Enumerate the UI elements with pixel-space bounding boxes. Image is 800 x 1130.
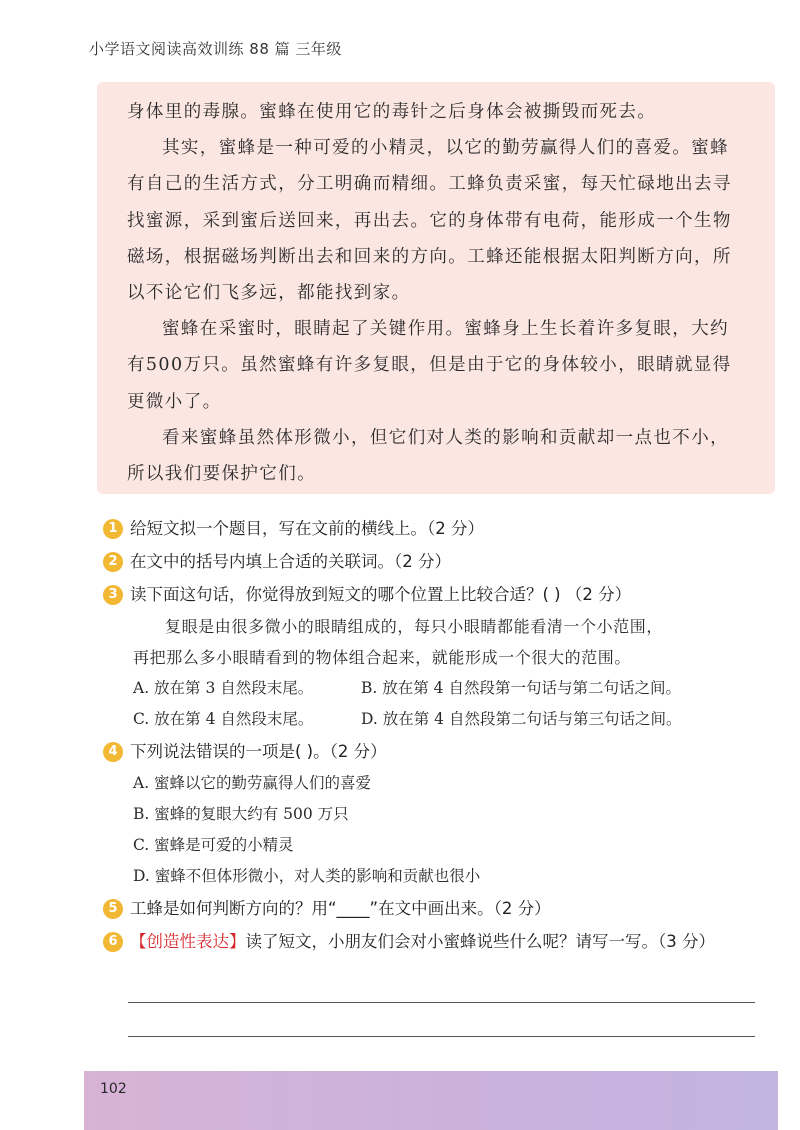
question-number-badge: 4 (103, 742, 123, 762)
question-1 (103, 512, 773, 545)
option-a[interactable]: A. 放在第 3 自然段末尾。 (133, 679, 314, 697)
question-3 (103, 578, 773, 611)
question-text: 给短文拟一个题目，写在文前的横线上。（2 分） (130, 519, 484, 538)
q3-quote-sentence (133, 611, 773, 673)
question-number-badge: 6 (103, 932, 123, 952)
option-b[interactable]: B. 放在第 4 自然段第一句话与第二句话之间。 (361, 679, 681, 697)
question-5 (103, 892, 773, 925)
passage-paragraph: 蜜蜂在采蜜时，眼睛起了关键作用。蜜蜂身上生长着许多复眼，大约有500万只。虽然蜜蜂有许多复眼，但是由于它的身体较小，眼睛就显得更微小了。 (127, 319, 732, 412)
quote-line: 复眼是由很多微小的眼睛组成的，每只小眼睛都能看清一个小范围， (165, 617, 664, 636)
answer-line[interactable] (128, 1002, 755, 1003)
option-a[interactable]: A. 蜜蜂以它的勤劳赢得人们的喜爱 (133, 774, 372, 792)
question-4 (103, 735, 773, 768)
option-b[interactable]: B. 蜜蜂的复眼大约有 500 万只 (133, 805, 349, 823)
book-header: 小学语文阅读高效训练 88 篇 三年级 (89, 40, 342, 58)
question-number-badge: 3 (103, 585, 123, 605)
passage-paragraph: 其实，蜜蜂是一种可爱的小精灵，以它的勤劳赢得人们的喜爱。蜜蜂有自己的生活方式，分工明确而精细。工蜂负责采蜜，每天忙碌地出去寻找蜜源，采到蜜后送回来，再出去。它的身体带有电荷，能形成一个生物磁场，根据磁场判断出去和回来的方向。工蜂还能根据太阳判断方向，所以不论它们飞多远，都能找到家。 (127, 138, 732, 304)
footer-band (84, 1071, 778, 1130)
passage-paragraph: 身体里的毒腺。蜜蜂在使用它的毒针之后身体会被撕毁而死去。 (127, 102, 657, 122)
page-number: 102 (100, 1081, 127, 1097)
answer-line[interactable] (128, 1036, 755, 1037)
passage-paragraph: 看来蜜蜂虽然体形微小，但它们对人类的影响和贡献却一点也不小，所以我们要保护它们。 (127, 427, 729, 485)
option-c[interactable]: C. 放在第 4 自然段末尾。 (133, 710, 314, 728)
quote-line: 再把那么多小眼睛看到的物体组合起来，就能形成一个很大的范围。 (133, 648, 632, 667)
creative-expression-tag: 【创造性表达】 (130, 932, 246, 951)
option-d[interactable]: D. 放在第 4 自然段第二句话与第三句话之间。 (361, 710, 682, 728)
reading-passage (97, 82, 775, 494)
question-6-body: 读了短文，小朋友们会对小蜜蜂说些什么呢？请写一写。（3 分） (245, 932, 715, 951)
option-d[interactable]: D. 蜜蜂不但体形微小，对人类的影响和贡献也很小 (133, 867, 481, 885)
question-number-badge: 1 (103, 519, 123, 539)
option-c[interactable]: C. 蜜蜂是可爱的小精灵 (133, 836, 294, 854)
question-text: 在文中的括号内填上合适的关联词。（2 分） (130, 552, 451, 571)
question-list (103, 512, 773, 958)
question-text: 工蜂是如何判断方向的？用“____”在文中画出来。（2 分） (130, 899, 551, 918)
question-text: 下列说法错误的一项是( )。（2 分） (130, 742, 387, 761)
question-2 (103, 545, 773, 578)
question-number-badge: 5 (103, 899, 123, 919)
q3-options-row (133, 673, 773, 704)
question-text (130, 925, 715, 958)
question-6 (103, 925, 773, 958)
q3-options-row (133, 704, 773, 735)
question-text: 读下面这句话，你觉得放到短文的哪个位置上比较合适？( ) （2 分） (130, 585, 632, 604)
question-number-badge: 2 (103, 552, 123, 572)
